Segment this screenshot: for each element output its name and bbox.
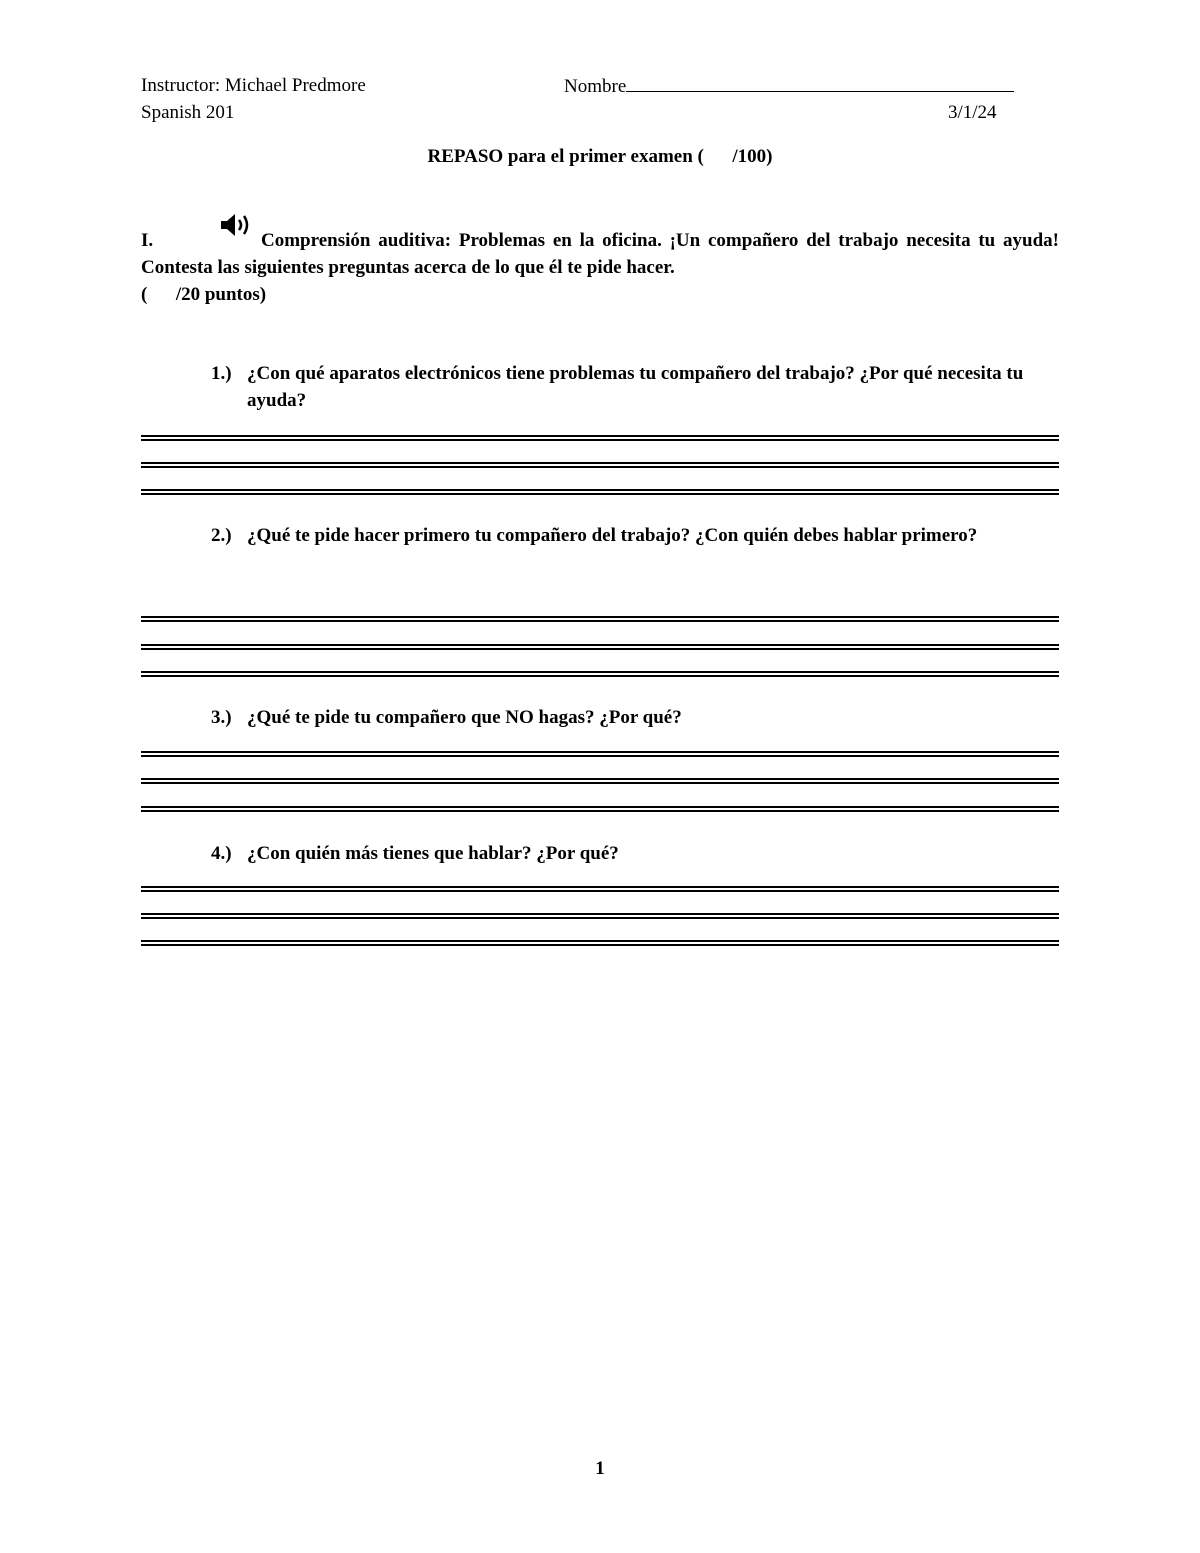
instructor-label: Instructor: Michael Predmore	[141, 75, 366, 96]
question-3	[211, 704, 1061, 731]
answer-line[interactable]	[141, 435, 1059, 441]
answer-line[interactable]	[141, 671, 1059, 677]
section-instructions	[141, 212, 1059, 281]
question-1	[211, 360, 1061, 414]
question-4	[211, 840, 1061, 867]
answer-line[interactable]	[141, 462, 1059, 468]
section-roman-numeral: I.	[141, 230, 154, 251]
speaker-icon	[219, 212, 253, 238]
question-text: ¿Con qué aparatos electrónicos tiene problemas tu compañero del trabajo? ¿Por qué necesita tu ayuda?	[247, 363, 1024, 411]
course-label: Spanish 201	[141, 102, 235, 123]
name-label: Nombre	[564, 76, 627, 97]
name-blank-line	[626, 75, 1014, 92]
question-2	[211, 522, 1061, 549]
name-field	[564, 75, 1014, 98]
question-number: 3.)	[211, 707, 232, 728]
question-number: 2.)	[211, 525, 232, 546]
section-instructions-text: Comprensión auditiva: Problemas en la oficina. ¡Un compañero del trabajo necesita tu ayuda! Contesta las siguientes preguntas acerca de lo que él te pide hacer.	[141, 230, 1059, 278]
question-text: ¿Qué te pide hacer primero tu compañero del trabajo? ¿Con quién debes hablar primero?	[247, 525, 978, 546]
answer-line[interactable]	[141, 778, 1059, 784]
answer-line[interactable]	[141, 806, 1059, 812]
page-number: 1	[595, 1458, 605, 1479]
answer-line[interactable]	[141, 886, 1059, 892]
question-text: ¿Qué te pide tu compañero que NO hagas? ¿Por qué?	[247, 707, 682, 728]
question-number: 4.)	[211, 843, 232, 864]
section-points: ( /20 puntos)	[141, 284, 267, 305]
question-number: 1.)	[211, 363, 232, 384]
section-instructions-block	[141, 212, 1059, 308]
answer-line[interactable]	[141, 644, 1059, 650]
date-label: 3/1/24	[948, 102, 997, 123]
question-text: ¿Con quién más tienes que hablar? ¿Por qué?	[247, 843, 619, 864]
answer-line[interactable]	[141, 751, 1059, 757]
answer-line[interactable]	[141, 913, 1059, 919]
answer-line[interactable]	[141, 940, 1059, 946]
answer-line[interactable]	[141, 616, 1059, 622]
page-title: REPASO para el primer examen ( /100)	[427, 146, 773, 167]
answer-line[interactable]	[141, 489, 1059, 495]
